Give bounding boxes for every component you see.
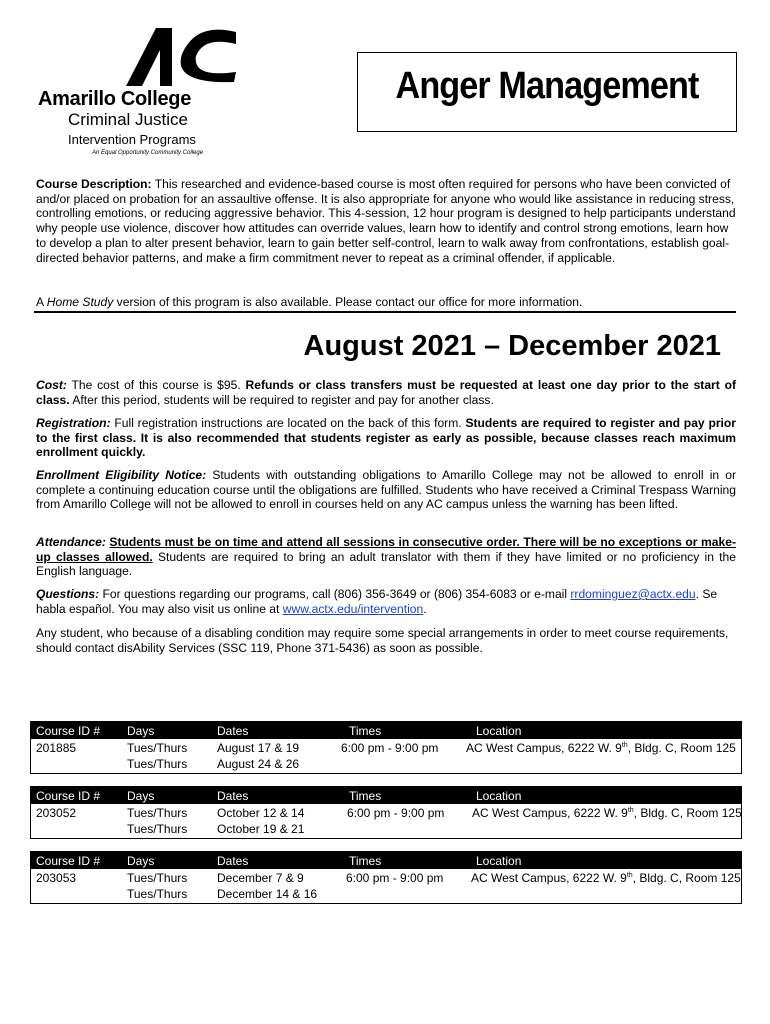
- course-days: Tues/Thurs: [127, 871, 188, 885]
- header-days: Days: [127, 724, 155, 738]
- home-study-prefix: A: [36, 295, 47, 309]
- location-ordinal: th: [621, 742, 628, 749]
- course-id: 201885: [36, 741, 77, 755]
- header-dates: Dates: [217, 789, 249, 803]
- course-id: 203053: [36, 871, 77, 885]
- course-days: Tues/Thurs: [127, 887, 188, 901]
- header-days: Days: [127, 854, 155, 868]
- header-times: Times: [349, 789, 382, 803]
- course-days: Tues/Thurs: [127, 806, 188, 820]
- questions-mid: . Se habla español. You may also visit us online at: [36, 587, 718, 616]
- questions-text: For questions regarding our programs, call (806) 356-3649 or (806) 354-6083 or e-mail: [99, 587, 571, 601]
- cost-tail: After this period, students will be required to register and pay for another class.: [69, 392, 494, 407]
- home-study-suffix: version of this program is also available. Please contact our office for more information.: [113, 295, 583, 309]
- header-course-id: Course ID #: [36, 724, 101, 738]
- header-location: Location: [476, 789, 522, 803]
- location-building: , Bldg. C, Room 125: [633, 806, 742, 820]
- registration-bold: Students are required to register and pay prior to the first class. It is also recommended that students register as early as possible, because classes reach maximum enrollment quickly.: [36, 416, 736, 460]
- attendance-bold: Students must be on time and attend all sessions in consecutive order. There will be no exceptions or make-up classes allowed.: [36, 535, 736, 564]
- registration-section: [36, 416, 736, 460]
- disability-notice: Any student, who because of a disabling condition may require some special arrangements in order to meet course requirements, should contact disAbility Services (SSC 119, Phone 371-5436) as soon as possible.: [36, 626, 729, 655]
- page-title: Anger Management: [395, 65, 699, 107]
- course-days: Tues/Thurs: [127, 757, 188, 771]
- course-location: [472, 806, 742, 820]
- divider: [34, 311, 736, 313]
- home-study-note: [36, 295, 736, 310]
- course-dates: August 24 & 26: [217, 757, 300, 771]
- course-location: [471, 871, 741, 885]
- header-times: Times: [349, 724, 382, 738]
- ac-logo-mark: [126, 28, 236, 86]
- course-dates: December 7 & 9: [217, 871, 304, 885]
- location-street: AC West Campus, 6222 W. 9: [471, 871, 627, 885]
- table-row: [31, 804, 741, 838]
- header-days: Days: [127, 789, 155, 803]
- table-header: [31, 722, 741, 739]
- location-street: AC West Campus, 6222 W. 9: [466, 741, 622, 755]
- table-header: [31, 852, 741, 869]
- location-ordinal: th: [626, 872, 633, 879]
- header-times: Times: [349, 854, 382, 868]
- cost-section: [36, 378, 736, 407]
- questions-label: Questions:: [36, 587, 100, 601]
- registration-text: Full registration instructions are located on the back of this form.: [110, 416, 466, 430]
- attendance-label: Attendance:: [36, 535, 106, 549]
- table-row: [31, 869, 741, 903]
- course-description-label: Course Description:: [36, 177, 152, 191]
- course-description-text: This researched and evidence-based course is most often required for persons who have been convicted of and/or placed on probation for an assaultive offense. It is also appropriate for anyone who would like assistance in reducing stress, controlling emotions, or reducing aggressive behavior. This 4-session, 12 hour program is designed to help participants understand why people use violence, discover how attitudes can override values, learn how to identify and control strong emotions, learn how to develop a plan to alter present behavior, learn to gain better self-control, learn to walk away from confrontations, establish goal-directed behavior patterns, and make a firm commitment never to repeat as a criminal offender, if applicable.: [36, 177, 736, 265]
- course-description: [36, 177, 736, 265]
- email-link[interactable]: rrdominguez@actx.edu: [570, 587, 696, 601]
- logo-college-name: Amarillo College: [38, 88, 192, 110]
- course-dates: August 17 & 19: [217, 741, 300, 755]
- table-row: [31, 739, 741, 773]
- logo-department: Criminal Justice: [68, 110, 188, 129]
- eligibility-label: Enrollment Eligibility Notice:: [36, 468, 207, 482]
- course-time: 6:00 pm - 9:00 pm: [347, 806, 445, 820]
- attendance-section: [36, 535, 736, 579]
- course-days: Tues/Thurs: [127, 741, 188, 755]
- questions-end: .: [423, 601, 427, 616]
- amarillo-college-logo: [38, 28, 208, 160]
- home-study-emphasis: Home Study: [46, 295, 114, 309]
- cost-bold: Refunds or class transfers must be requested at least one day prior to the start of class.: [36, 378, 736, 407]
- registration-label: Registration:: [36, 416, 111, 430]
- location-ordinal: th: [627, 807, 634, 814]
- website-link[interactable]: www.actx.edu/intervention: [282, 601, 424, 616]
- course-table: [30, 721, 742, 774]
- date-range-heading: August 2021 – December 2021: [303, 330, 721, 362]
- cost-text: The cost of this course is $95.: [66, 378, 246, 392]
- course-dates: October 19 & 21: [217, 822, 305, 836]
- course-table: [30, 786, 742, 839]
- header-location: Location: [476, 854, 522, 868]
- course-time: 6:00 pm - 9:00 pm: [346, 871, 444, 885]
- course-id: 203052: [36, 806, 77, 820]
- location-building: , Bldg. C, Room 125: [632, 871, 741, 885]
- course-location: [466, 741, 736, 755]
- logo-tagline: An Equal Opportunity Community College: [92, 150, 204, 156]
- course-dates: October 12 & 14: [217, 806, 305, 820]
- header-dates: Dates: [217, 724, 249, 738]
- eligibility-text: Students with outstanding obligations to Amarillo College may not be allowed to enroll in or complete a continuing education course until the obligations are fulfilled. Students who have received a Criminal Trespass Warning from Amarillo College will not be allowed to enroll in courses held on any AC campus unless the warning has been lifted.: [36, 468, 737, 512]
- title-box: [357, 52, 737, 132]
- questions-section: [36, 587, 736, 616]
- course-days: Tues/Thurs: [127, 822, 188, 836]
- logo-program: Intervention Programs: [68, 132, 196, 147]
- location-street: AC West Campus, 6222 W. 9: [472, 806, 628, 820]
- course-time: 6:00 pm - 9:00 pm: [341, 741, 439, 755]
- location-building: , Bldg. C, Room 125: [627, 741, 736, 755]
- header-location: Location: [476, 724, 522, 738]
- header-dates: Dates: [217, 854, 249, 868]
- table-header: [31, 787, 741, 804]
- header-course-id: Course ID #: [36, 789, 101, 803]
- eligibility-section: [36, 468, 736, 512]
- header-course-id: Course ID #: [36, 854, 101, 868]
- course-dates: December 14 & 16: [217, 887, 318, 901]
- course-table: [30, 851, 742, 904]
- attendance-tail: Students are required to bring an adult translator with them if they have limited or no proficiency in the English language.: [36, 549, 736, 579]
- cost-label: Cost:: [36, 378, 67, 392]
